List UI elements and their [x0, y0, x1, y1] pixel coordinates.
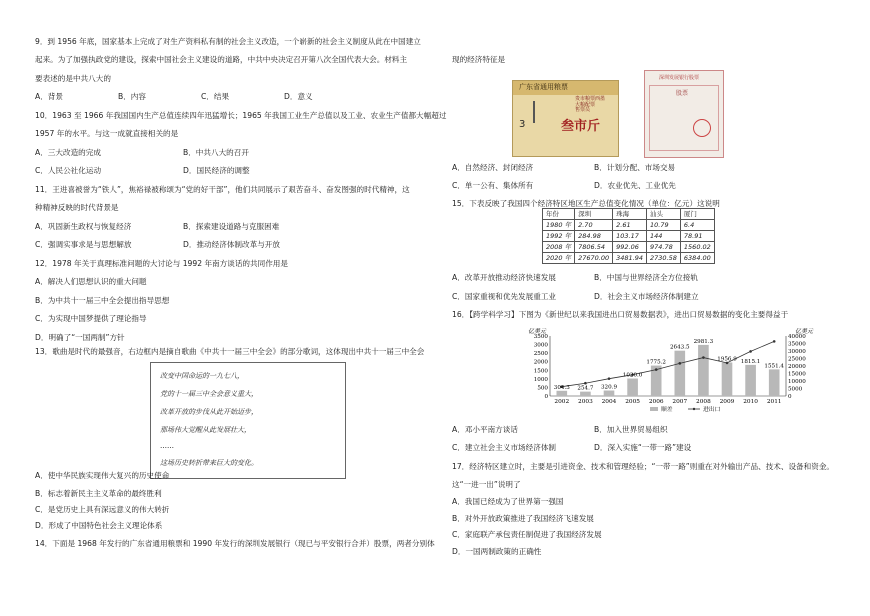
right-tick-label: 15000 — [788, 371, 806, 378]
x-tick-label: 2009 — [719, 399, 735, 405]
q11-line-1: 11．王进喜被誉为“铁人”，焦裕禄被称颂为“党的好干部”，他们共同展示了艰苦奋斗、奋发图强的时代精神，这 — [35, 185, 410, 194]
q16-option-b[interactable]: B．加入世界贸易组织 — [594, 425, 668, 434]
table-header: 年份 — [543, 209, 575, 220]
q17-line-1: 17．经济特区建立时，主要是引进资金、技术和管理经验；“一带一路”则重在对外输出产品、技术、设备和资金。 — [452, 462, 835, 471]
q16-option-d[interactable]: D．深入实施“一带一路”建设 — [594, 443, 692, 452]
table-cell: 103.17 — [613, 231, 647, 242]
q14-option-a[interactable]: A．自然经济、封闭经济 — [452, 163, 534, 172]
table-row — [543, 253, 715, 264]
q9-line-2: 起来。为了加强执政党的建设，探索中国社会主义建设的道路，中共中央决定召开第八次全国代表大会。材料主 — [35, 55, 408, 64]
bar-data-label: 304.3 — [553, 384, 570, 391]
table-cell: 1992 年 — [543, 231, 575, 242]
q14-line-1: 14．下面是 1968 年发行的广东省通用粮票和 1990 年发行的深圳发展银行（现已与平安银行合并）股票，两者分别体 — [35, 539, 435, 548]
q13-option-b[interactable]: B．标志着新民主主义革命的最终胜利 — [35, 489, 162, 498]
q10-option-a[interactable]: A．三大改造的完成 — [35, 148, 101, 157]
surplus-bar — [674, 351, 685, 396]
left-tick-label: 3000 — [533, 342, 548, 349]
left-tick-label: 1000 — [533, 376, 548, 383]
table-cell: 7806.54 — [575, 242, 613, 253]
q17-option-c[interactable]: C．家庭联产承包责任制促进了我国经济发展 — [452, 530, 602, 539]
q12-line-1: 12．1978 年关于真理标准问题的大讨论与 1992 年南方谈话的共同作用是 — [35, 259, 288, 268]
left-tick-label: 500 — [537, 385, 548, 392]
table-cell: 2.61 — [613, 220, 647, 231]
table-cell: 1560.02 — [680, 242, 714, 253]
table-cell: 6.4 — [680, 220, 714, 231]
surplus-bar — [580, 392, 591, 396]
x-tick-label: 2011 — [766, 399, 782, 405]
trade-point — [679, 362, 682, 365]
q12-option-b[interactable]: B．为中共十一届三中全会提出指导思想 — [35, 296, 170, 305]
trade-chart — [520, 326, 820, 414]
q11-option-d[interactable]: D．推动经济体制改革与开放 — [183, 240, 280, 249]
q14-line-2: 现的经济特征是 — [452, 55, 506, 64]
lyric-line: …… — [160, 442, 174, 450]
bar-data-label: 1551.4 — [764, 363, 784, 370]
table-cell: 78.91 — [680, 231, 714, 242]
lyrics-box — [150, 362, 346, 479]
q9-option-c[interactable]: C．结果 — [201, 92, 230, 101]
q9-line-1: 9．到 1956 年底，国家基本上完成了对生产资料私有制的社会主义改造，一个崭新的社会主义制度从此在中国建立 — [35, 37, 421, 46]
q15-option-c[interactable]: C．国家重视和优先发展重工业 — [452, 292, 557, 301]
trade-point — [749, 350, 752, 353]
trade-point — [584, 382, 587, 385]
ticket-small-2: 大粮配票 — [575, 101, 596, 108]
trade-point — [608, 377, 611, 380]
q14-option-d[interactable]: D．农业优先、工业优先 — [594, 181, 676, 190]
q13-option-a[interactable]: A．使中华民族实现伟大复兴的历史使命 — [35, 471, 170, 480]
x-tick-label: 2006 — [648, 399, 664, 405]
tower-icon — [533, 101, 561, 123]
table-cell: 6384.00 — [680, 253, 714, 264]
q16-option-a[interactable]: A．邓小平南方谈话 — [452, 425, 518, 434]
x-tick-label: 2007 — [672, 399, 688, 405]
table-cell: 2730.58 — [647, 253, 681, 264]
table-header: 珠海 — [613, 209, 647, 220]
q10-option-c[interactable]: C．人民公社化运动 — [35, 166, 102, 175]
surplus-bar — [627, 379, 638, 396]
q13-option-d[interactable]: D．形成了中国特色社会主义理论体系 — [35, 521, 163, 530]
table-cell: 992.06 — [613, 242, 647, 253]
lyric-line: 那场伟大觉醒从此发展壮大， — [160, 426, 251, 434]
trade-point — [655, 368, 658, 371]
bar-data-label: 2643.5 — [670, 344, 690, 351]
bar-data-label: 254.7 — [577, 385, 594, 392]
stock-title: 深圳发展银行股票 — [659, 75, 700, 81]
q9-option-a[interactable]: A．背景 — [35, 92, 63, 101]
left-tick-label: 1500 — [533, 368, 548, 375]
table-cell: 2020 年 — [543, 253, 575, 264]
right-tick-label: 0 — [788, 394, 792, 400]
bar-data-label: 1775.2 — [646, 359, 666, 366]
lyric-line: 这场历史转折带来巨大的变化。 — [160, 459, 258, 467]
q14-option-b[interactable]: B．计划分配、市场交易 — [594, 163, 676, 172]
right-tick-label: 5000 — [788, 386, 803, 393]
seal-icon — [693, 119, 711, 137]
table-header-row — [543, 209, 715, 220]
table-cell: 284.98 — [575, 231, 613, 242]
q16-option-c[interactable]: C．建立社会主义市场经济体制 — [452, 443, 557, 452]
q10-line-2: 1957 年的水平。与这一成就直接相关的是 — [35, 129, 179, 138]
q12-option-a[interactable]: A．解决人们思想认识的重大问题 — [35, 277, 147, 286]
q9-line-3: 要表述的是中共八大的 — [35, 74, 111, 83]
x-tick-label: 2003 — [578, 399, 593, 405]
stock-body — [649, 85, 719, 151]
legend-swatch-surplus — [650, 407, 658, 411]
bar-data-label: 1815.1 — [740, 358, 761, 365]
legend-marker-trade — [693, 408, 695, 410]
surplus-bar — [698, 345, 709, 396]
x-tick-label: 2004 — [601, 399, 617, 405]
surplus-bar — [604, 390, 615, 396]
q10-option-d[interactable]: D．国民经济的调整 — [183, 166, 250, 175]
q12-option-d[interactable]: D．明确了“一国两制”方针 — [35, 333, 125, 342]
ticket-title: 广东省通用粮票 — [519, 83, 568, 91]
table-cell: 144 — [647, 231, 681, 242]
q11-option-c[interactable]: C．强调实事求是与思想解放 — [35, 240, 132, 249]
table-cell: 3481.94 — [613, 253, 647, 264]
right-tick-label: 20000 — [788, 364, 806, 370]
table-cell: 1980 年 — [543, 220, 575, 231]
trade-point — [773, 340, 776, 343]
q9-option-b[interactable]: B．内容 — [118, 92, 146, 101]
right-tick-label: 25000 — [788, 356, 806, 363]
q17-line-2: 这“一进一出”说明了 — [452, 480, 521, 489]
left-tick-label: 3500 — [533, 334, 548, 340]
q11-option-b[interactable]: B．探索建设道路与克服困难 — [183, 222, 280, 231]
q9-option-d[interactable]: D．意义 — [284, 92, 313, 101]
right-tick-label: 40000 — [788, 334, 806, 340]
gdp-table — [542, 208, 715, 264]
surplus-bar — [769, 369, 780, 396]
x-tick-label: 2002 — [554, 399, 570, 405]
q15-option-a[interactable]: A．改革开放推动经济快速发展 — [452, 273, 556, 282]
q11-option-a[interactable]: A．巩固新生政权与恢复经济 — [35, 222, 132, 231]
right-tick-label: 10000 — [788, 379, 806, 385]
surplus-bar — [556, 391, 567, 396]
left-tick-label: 2500 — [533, 351, 548, 358]
table-cell: 2008 年 — [543, 242, 575, 253]
q14-option-c[interactable]: C．单一公有、集体所有 — [452, 181, 534, 190]
bar-data-label: 320.9 — [600, 384, 618, 391]
q16-line-1: 16．【跨学科学习】下图为《新世纪以来我国进出口贸易数据表》，进出口贸易数据的变化主要得益于 — [452, 310, 789, 319]
table-header: 深圳 — [575, 209, 613, 220]
table-cell: 2.70 — [575, 220, 613, 231]
ticket-amount: 叁市斤 — [561, 119, 601, 134]
right-tick-label: 35000 — [788, 341, 806, 348]
left-tick-label: 2000 — [533, 359, 548, 366]
x-tick-label: 2010 — [743, 399, 758, 405]
grain-ticket-image — [512, 80, 619, 157]
table-header: 厦门 — [680, 209, 714, 220]
bar-data-label: 2981.3 — [693, 338, 714, 345]
table-header: 汕头 — [647, 209, 681, 220]
lyric-line: 改革开放的步伐从此开始迈步， — [160, 408, 258, 416]
lyric-line: 改变中国命运的一九七八， — [160, 372, 244, 380]
q10-line-1: 10．1963 至 1966 年我国国内生产总值连续四年迅猛增长；1965 年我国工业生产总值以及工业、农业生产值都大幅超过 — [35, 111, 447, 120]
right-axis-label: 亿美元 — [794, 328, 814, 335]
table-cell: 974.78 — [647, 242, 681, 253]
surplus-bar — [745, 365, 756, 396]
table-row — [543, 231, 715, 242]
right-tick-label: 30000 — [788, 349, 806, 355]
table-row — [543, 220, 715, 231]
q17-option-b[interactable]: B．对外开放政策推进了我国经济飞速发展 — [452, 514, 594, 523]
q13-line-1: 13．歌曲是时代的最强音，右边框内是摘自歌曲《中共十一届三中全会》的部分歌词，这体现出中共十一届三中全会 — [35, 347, 425, 356]
stock-sub: 股票 — [676, 90, 689, 97]
q17-option-d[interactable]: D．一国两制政策的正确性 — [452, 547, 542, 556]
left-axis-label: 亿美元 — [527, 328, 546, 335]
q17-option-a[interactable]: A．我国已经成为了世界第一强国 — [452, 497, 564, 506]
bar-data-label: 1956.9 — [717, 356, 737, 363]
ticket-small-3: 售票员 — [575, 107, 591, 113]
legend-label-trade: 进出口 — [703, 407, 721, 413]
x-tick-label: 2008 — [696, 399, 711, 405]
ticket-number: 3 — [519, 119, 526, 130]
ticket-small-1: 贵市粮票西墨 — [575, 96, 606, 102]
q13-option-c[interactable]: C．是党历史上具有深远意义的伟大转折 — [35, 505, 170, 514]
lyric-line: 党的十一届三中全会意义重大， — [160, 390, 258, 398]
x-tick-label: 2005 — [625, 399, 640, 405]
stock-certificate-image — [644, 70, 724, 158]
table-cell: 10.79 — [647, 220, 681, 231]
legend-label-surplus: 顺差 — [661, 407, 673, 413]
left-tick-label: 0 — [544, 394, 548, 400]
surplus-bar — [722, 362, 733, 396]
ticket-small-text — [575, 97, 605, 114]
q15-option-b[interactable]: B．中国与世界经济全方位接轨 — [594, 273, 698, 282]
q11-line-2: 种精神反映的时代背景是 — [35, 203, 119, 212]
q15-line-1: 15．下表反映了我国四个经济特区地区生产总值变化情况（单位：亿元）这说明 — [452, 199, 720, 208]
q12-option-c[interactable]: C．为实现中国梦提供了理论指导 — [35, 314, 147, 323]
table-cell: 27670.00 — [575, 253, 613, 264]
bar-data-label: 1020.0 — [622, 372, 643, 379]
q10-option-b[interactable]: B．中共八大的召开 — [183, 148, 249, 157]
trade-point — [702, 356, 705, 359]
q15-option-d[interactable]: D．社会主义市场经济体制建立 — [594, 292, 699, 301]
table-row — [543, 242, 715, 253]
